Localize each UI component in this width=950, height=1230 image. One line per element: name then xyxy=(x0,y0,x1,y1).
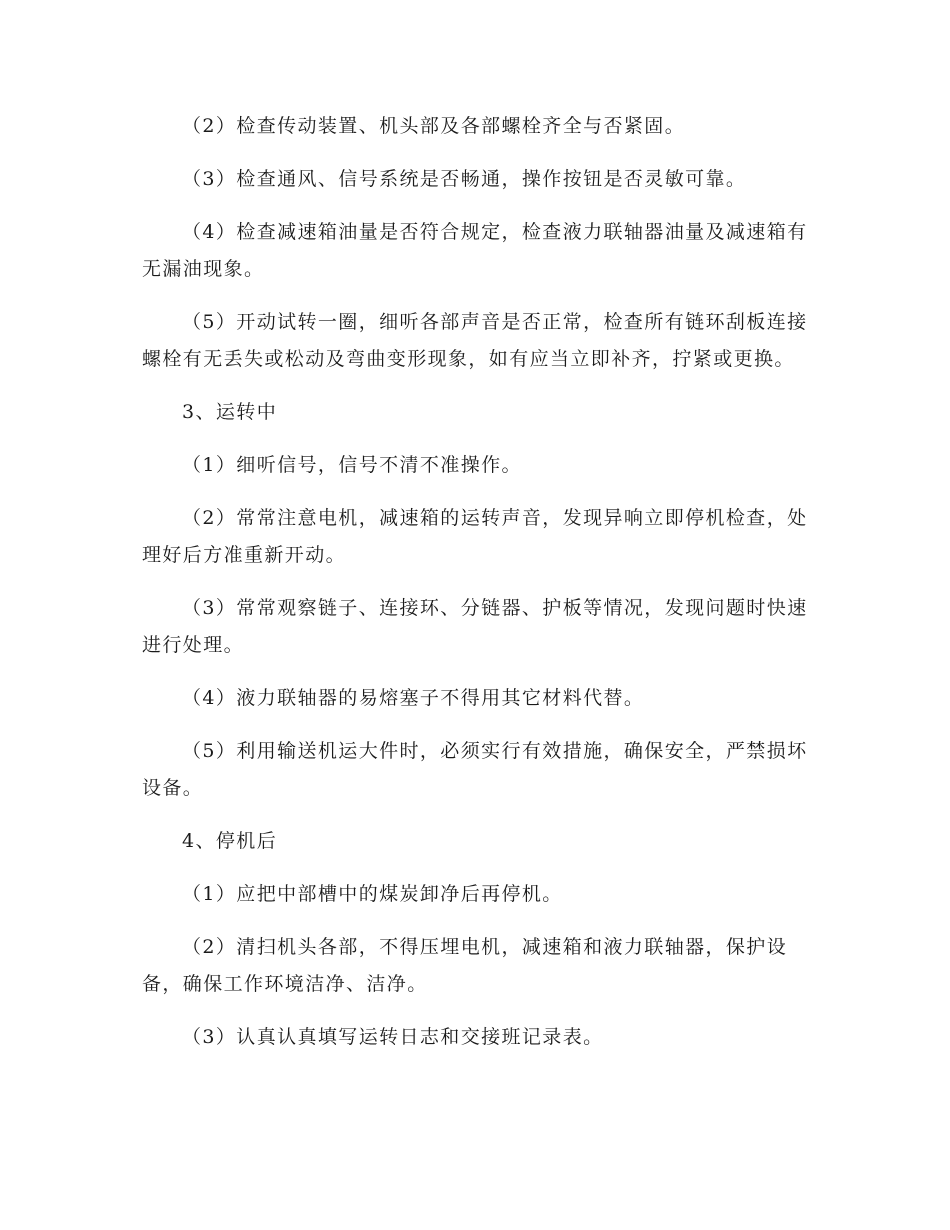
paragraph-listen-signal: （1）细听信号，信号不清不准操作。 xyxy=(182,454,522,476)
paragraph-check-gearbox-oil: （4）检查减速箱油量是否符合规定，检查液力联轴器油量及减速箱有无漏油现象。 xyxy=(142,221,808,280)
paragraph-trial-run: （5）开动试转一圈，细听各部声音是否正常，检查所有链环刮板连接螺栓有无丢失或松动及弯曲变形现象，如有应当立即补齐，拧紧或更换。 xyxy=(142,311,808,370)
section-heading-running: 3、运转中 xyxy=(182,401,278,423)
paragraph-large-parts: （5）利用输送机运大件时，必须实行有效措施，确保安全，严禁损坏设备。 xyxy=(142,740,808,799)
document-body xyxy=(142,108,810,1072)
paragraph-motor-sound: （2）常常注意电机，减速箱的运转声音，发现异响立即停机检查，处理好后方准重新开动。 xyxy=(142,507,808,566)
paragraph-check-transmission: （2）检查传动装置、机头部及各部螺栓齐全与否紧固。 xyxy=(182,115,686,137)
paragraph-fill-log: （3）认真认真填写运转日志和交接班记录表。 xyxy=(182,1026,604,1048)
paragraph-observe-chain: （3）常常观察链子、连接环、分链器、护板等情况，发现问题时快速进行处理。 xyxy=(142,597,808,656)
paragraph-clean-head: （2）清扫机头各部，不得压埋电机，减速箱和液力联轴器，保护设备，确保工作环境洁净、洁净。 xyxy=(142,936,788,995)
paragraph-unload-coal: （1）应把中部槽中的煤炭卸净后再停机。 xyxy=(182,883,563,905)
paragraph-fusible-plug: （4）液力联轴器的易熔塞子不得用其它材料代替。 xyxy=(182,687,645,709)
paragraph-check-ventilation: （3）检查通风、信号系统是否畅通，操作按钮是否灵敏可靠。 xyxy=(182,168,747,190)
section-heading-after-stop: 4、停机后 xyxy=(182,830,278,852)
